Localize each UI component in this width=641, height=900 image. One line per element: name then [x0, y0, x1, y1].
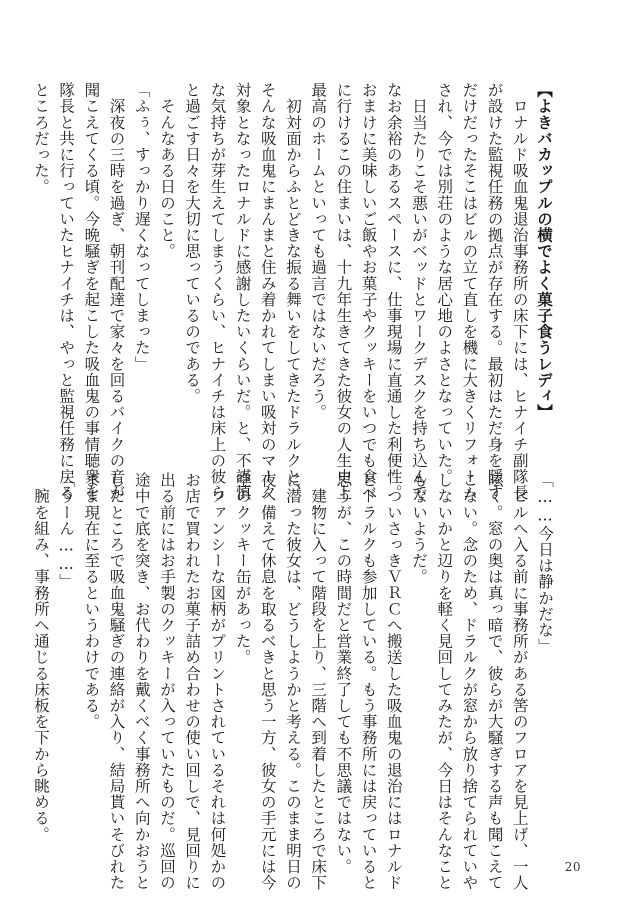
chapter-title: 【よきバカップルの横でよく菓子食うレディ】: [535, 82, 554, 421]
text-column: ところだった。: [31, 82, 50, 195]
text-column: に行けるこの住まいは、十九年生きてきた彼女の人生史上: [334, 82, 353, 501]
text-column: こない。念のため、ドラルクが窓から放り捨てられていや: [460, 472, 479, 891]
text-column: 最高のホームといっても過言ではないだろう。: [309, 82, 328, 421]
text-column: が設けた監視任務の拠点が存在する。最初はただ身を隠す: [485, 82, 504, 501]
text-column: 聞こえてくる頃。今晩騒ぎを起こした吸血鬼の事情聴衆を: [82, 82, 101, 501]
text-column: 「……今日は静かだな」: [536, 472, 554, 655]
text-column: 出る前にはお手製のクッキーが入っていたものだ。巡回の: [157, 472, 176, 891]
page-number: 20: [564, 860, 581, 874]
text-column: され、今では別荘のような居心地のよさとなっていた。: [435, 82, 454, 485]
text-column: 建物に入って階段を上り、三階へ到着したところで床下: [309, 472, 328, 891]
text-column: 腕を組み、事務所へ通じる床板を下から眺める。: [31, 472, 50, 843]
text-column: な気持ちが芽生えてしまうくらい、ヒナイチは床上の彼ら: [208, 82, 227, 501]
text-column: 日当たりこそ悪いがベッドとワークデスクを持ち込んで: [409, 82, 428, 501]
text-column: 隊長と共に行っていたヒナイチは、やっと監視任務に戻る: [57, 82, 76, 501]
text-column: 対象となったロナルドに感謝したいくらいだ。と、不謹慎: [233, 82, 252, 501]
text-column: お店で買われたお菓子詰め合わせの使い回しで、見回りに: [183, 472, 202, 891]
text-column: ファンシーな図柄がプリントされているそれは何処かの: [208, 472, 227, 891]
text-column: と過ごす日々を大切に思っているのである。: [183, 82, 202, 404]
text-column: 空のクッキー缶があった。: [233, 472, 252, 666]
text-column: だけだったそこはビルの立て直しを機に大きくリフォーム: [460, 82, 479, 501]
text-column: 「ふぅ、すっかり遅くなってしまった」: [132, 82, 151, 372]
text-column: しないかと辺りを軽く見回してみたが、今日はそんなこと: [435, 472, 454, 891]
text-column: そんな吸血鬼にまんまと住み着かれてしまい吸対のマーク: [258, 82, 277, 501]
text-column: 「うーん……」: [57, 472, 76, 590]
text-column: とドラルクも参加している。もう事務所には戻っていると: [359, 472, 378, 891]
text-column: 深夜の三時を過ぎ、朝刊配達で家々を回るバイクの音が: [107, 82, 126, 501]
text-column: なお余裕のあるスペースに、仕事現場に直通した利便性。: [384, 82, 403, 501]
text-column: したところで吸血鬼騒ぎの連絡が入り、結局貰いそびれた: [107, 472, 126, 891]
upper-text-block: [31, 82, 557, 501]
text-column: 呟く。窓の奥は真っ暗で、彼らが大騒ぎする声も聞こえて: [485, 472, 504, 891]
text-column: まま現在に至るというわけである。: [82, 472, 101, 730]
text-column: ビルへ入る前に事務所がある筈のフロアを見上げ、一人: [510, 472, 529, 891]
text-column: ロナルド吸血鬼退治事務所の床下には、ヒナイチ副隊長: [510, 82, 529, 501]
lower-text-block: [31, 472, 557, 891]
text-column: そんなある日のこと。: [157, 82, 176, 260]
text-column: 思うが、この時間だと営業終了しても不思議ではない。: [334, 472, 353, 875]
text-column: に潜った彼女は、どうしようかと考える。このまま明日の: [283, 472, 302, 891]
text-column: 途中で底を突き、お代わりを戴くべく事務所へ向かおうと: [132, 472, 151, 891]
text-column: 初対面からふとどきな振る舞いをしてきたドラルクと、: [283, 82, 302, 501]
text-column: おまけに美味しいご飯やお菓子やクッキーをいつでも食べ: [359, 82, 378, 501]
text-column: ついさっきＶＲＣへ搬送した吸血鬼の退治にはロナルド: [384, 472, 403, 891]
text-column: 夜へ備えて休息を取るべきと思う一方、彼女の手元には今: [258, 472, 277, 891]
text-column: もないようだ。: [409, 472, 428, 585]
